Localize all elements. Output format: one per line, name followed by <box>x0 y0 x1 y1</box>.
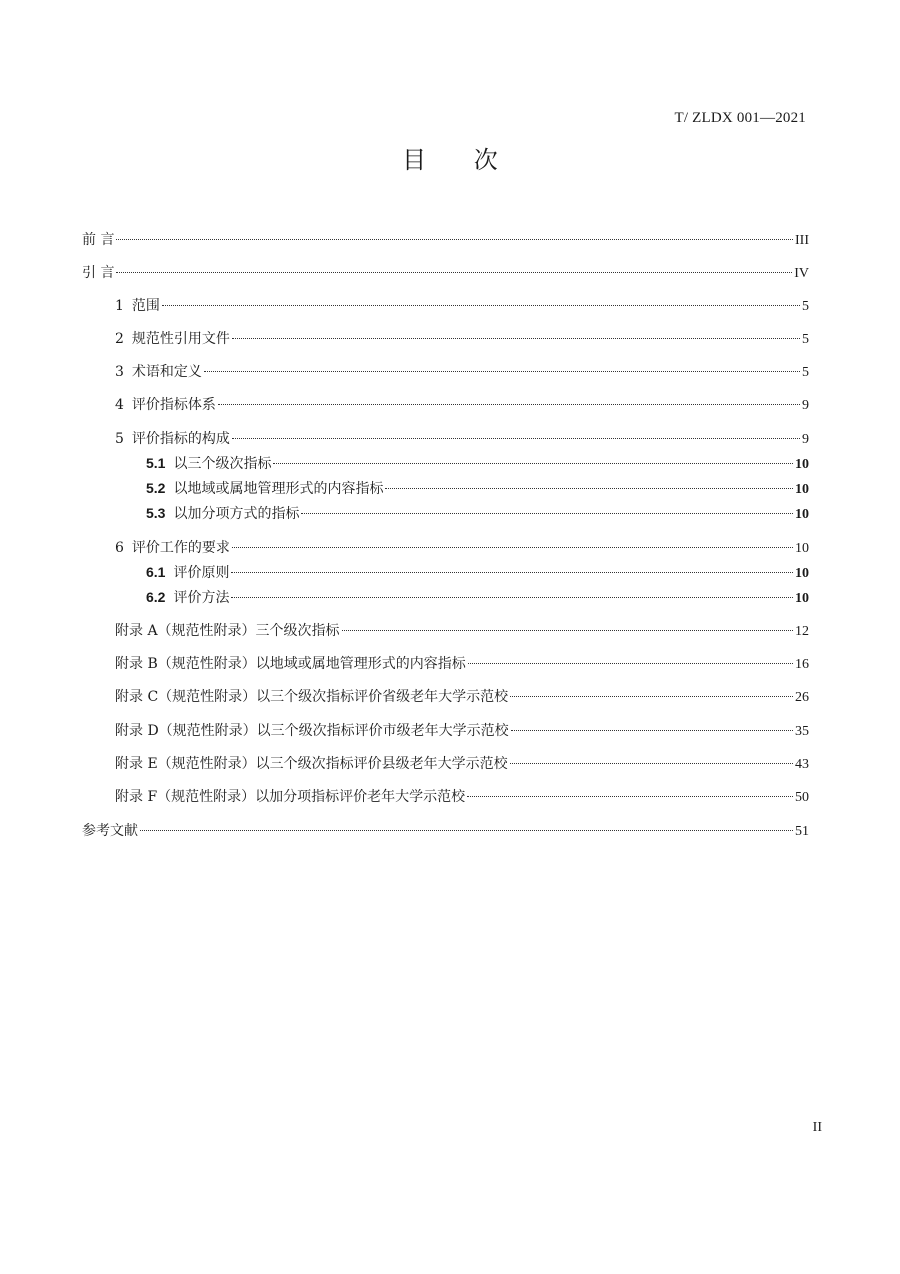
toc-entry-page: 9 <box>802 432 809 447</box>
toc-leader-dots <box>468 648 793 668</box>
toc-entry-label: 6 评价工作的要求 <box>115 540 230 556</box>
page-title: 目 次 <box>402 146 518 174</box>
toc-leader-dots <box>162 290 800 310</box>
toc-entry-appendix-f[interactable] <box>115 781 809 805</box>
toc-entry-section-6[interactable] <box>115 532 809 556</box>
toc-entry-page: IV <box>794 266 809 281</box>
toc-leader-dots <box>116 257 792 277</box>
toc-leader-dots <box>232 323 800 343</box>
toc-entry-label: 附录 A（规范性附录）三个级次指标 <box>115 623 340 639</box>
toc-entry-page: 5 <box>802 299 809 314</box>
toc-entry-page: 9 <box>802 398 809 413</box>
toc-entry-number: 6.2 <box>146 589 166 605</box>
toc-entry-label: 附录 B（规范性附录）以地域或属地管理形式的内容指标 <box>115 656 466 672</box>
toc-entry-label: 1 范围 <box>115 298 160 314</box>
page-number: II <box>812 1120 822 1135</box>
toc-entry-page: 10 <box>795 541 809 556</box>
toc-entry-number: 2 <box>115 331 124 347</box>
toc-entry-section-6-1[interactable] <box>146 557 809 581</box>
toc-entry-page: 50 <box>795 790 809 805</box>
toc-entry-number: 5 <box>115 431 124 447</box>
toc-entry-number: 6.1 <box>146 564 166 580</box>
toc-entry-label: 6.1 评价原则 <box>146 564 230 581</box>
toc-entry-number: 5.3 <box>146 505 166 521</box>
toc-leader-dots <box>342 615 793 635</box>
toc-entry-label: 附录 C（规范性附录）以三个级次指标评价省级老年大学示范校 <box>115 689 509 705</box>
toc-leader-dots <box>218 389 800 409</box>
toc-leader-dots <box>140 815 793 835</box>
toc-entry-page: 5 <box>802 365 809 380</box>
toc-entry-section-3[interactable] <box>115 356 809 380</box>
toc-entry-number: 1 <box>115 298 124 314</box>
toc-entry-label: 附录 E（规范性附录）以三个级次指标评价县级老年大学示范校 <box>115 756 508 772</box>
toc-leader-dots <box>231 557 793 577</box>
toc-leader-dots <box>273 448 793 468</box>
toc-leader-dots <box>232 423 800 443</box>
toc-entry-label: 6.2 评价方法 <box>146 589 230 606</box>
toc-entry-number: 4 <box>115 397 124 413</box>
toc-entry-page: 26 <box>795 690 809 705</box>
toc-entry-label: 前 言 <box>82 232 115 248</box>
toc-leader-dots <box>204 356 800 376</box>
toc-entry-page: 35 <box>795 724 809 739</box>
toc-entry-label: 5.1 以三个级次指标 <box>146 455 272 472</box>
toc-entry-section-5-2[interactable] <box>146 473 809 497</box>
toc-entry-label: 参考文献 <box>82 823 138 839</box>
toc-entry-foreword[interactable] <box>82 224 809 248</box>
toc-entry-page: 12 <box>795 624 809 639</box>
toc-entry-page: III <box>795 233 809 248</box>
toc-entry-section-4[interactable] <box>115 389 809 413</box>
toc-entry-section-5-1[interactable] <box>146 448 809 472</box>
toc-leader-dots <box>116 224 793 244</box>
toc-entry-label: 引 言 <box>82 265 115 281</box>
toc-leader-dots <box>231 582 793 602</box>
toc-entry-page: 51 <box>795 824 809 839</box>
document-code: T/ ZLDX 001—2021 <box>674 110 806 126</box>
toc-leader-dots <box>510 748 793 768</box>
toc-entry-introduction[interactable] <box>82 257 809 281</box>
toc-entry-section-5-3[interactable] <box>146 498 809 522</box>
toc-entry-page: 43 <box>795 757 809 772</box>
toc-entry-number: 5.1 <box>146 455 166 471</box>
toc-entry-appendix-e[interactable] <box>115 748 809 772</box>
toc-leader-dots <box>232 532 793 552</box>
toc-entry-label: 附录 D（规范性附录）以三个级次指标评价市级老年大学示范校 <box>115 723 509 739</box>
toc-leader-dots <box>511 715 793 735</box>
toc-entry-page: 10 <box>795 482 809 497</box>
toc-leader-dots <box>510 681 793 701</box>
toc-entry-number: 6 <box>115 540 124 556</box>
toc-leader-dots <box>467 781 793 801</box>
toc-leader-dots <box>385 473 793 493</box>
toc-entry-page: 10 <box>795 591 809 606</box>
toc-entry-appendix-b[interactable] <box>115 648 809 672</box>
toc-entry-appendix-a[interactable] <box>115 615 809 639</box>
toc-entry-label: 5.3 以加分项方式的指标 <box>146 505 300 522</box>
toc-entry-label: 3 术语和定义 <box>115 364 202 380</box>
toc-entry-appendix-c[interactable] <box>115 681 809 705</box>
toc-entry-page: 10 <box>795 566 809 581</box>
toc-entry-label: 4 评价指标体系 <box>115 397 216 413</box>
toc-entry-number: 3 <box>115 364 124 380</box>
toc-entry-label: 5 评价指标的构成 <box>115 431 230 447</box>
toc-entry-page: 16 <box>795 657 809 672</box>
toc-entry-section-2[interactable] <box>115 323 809 347</box>
toc-entry-label: 2 规范性引用文件 <box>115 331 230 347</box>
toc-entry-section-1[interactable] <box>115 290 809 314</box>
toc-entry-page: 10 <box>795 507 809 522</box>
toc-entry-label: 附录 F（规范性附录）以加分项指标评价老年大学示范校 <box>115 789 466 805</box>
toc-leader-dots <box>301 498 793 518</box>
toc-entry-appendix-d[interactable] <box>115 715 809 739</box>
toc-entry-page: 10 <box>795 457 809 472</box>
toc-entry-references[interactable] <box>82 815 809 839</box>
toc-entry-section-5[interactable] <box>115 423 809 447</box>
toc-entry-page: 5 <box>802 332 809 347</box>
toc-entry-label: 5.2 以地域或属地管理形式的内容指标 <box>146 480 384 497</box>
toc-entry-section-6-2[interactable] <box>146 582 809 606</box>
toc-entry-number: 5.2 <box>146 480 166 496</box>
